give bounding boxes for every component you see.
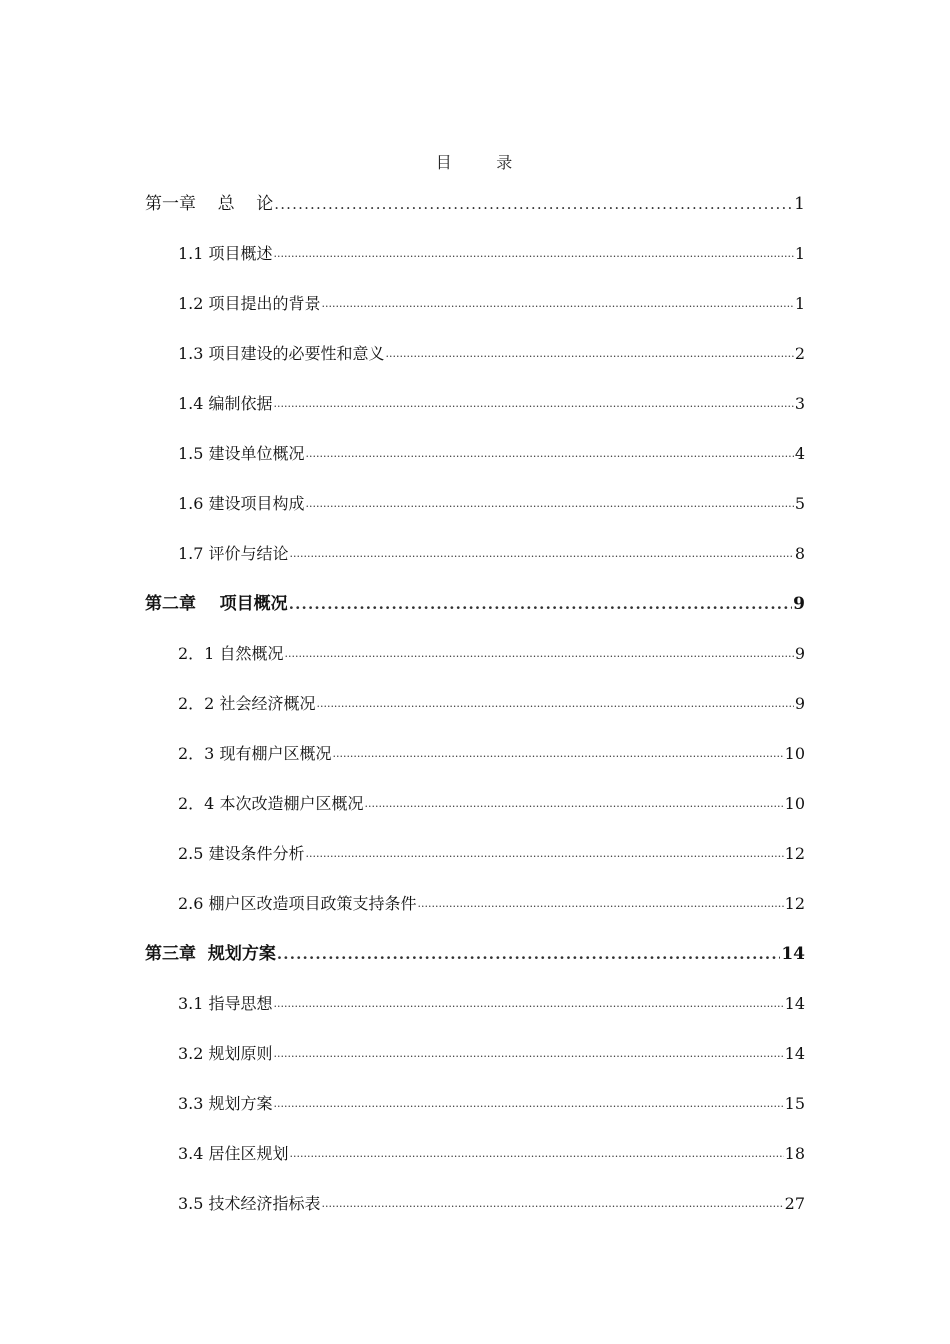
toc-entry-section-1-5[interactable] xyxy=(178,436,805,464)
toc-entry-label: 1.1 项目概述 xyxy=(178,244,273,263)
toc-entry-label: 1.2 项目提出的背景 xyxy=(178,294,321,313)
toc-entry-page: 14 xyxy=(781,944,805,964)
toc-entry-label: 3.1 指导思想 xyxy=(178,994,273,1013)
toc-entry-page: 1 xyxy=(794,294,805,313)
toc-entry-section-1-4[interactable] xyxy=(178,386,805,414)
toc-entry-section-3-3[interactable] xyxy=(178,1086,805,1114)
toc-entry-page: 10 xyxy=(784,744,805,763)
toc-entry-chapter-1[interactable] xyxy=(145,186,805,214)
toc-entry-section-3-2[interactable] xyxy=(178,1036,805,1064)
toc-entry-chapter-2[interactable] xyxy=(145,586,805,614)
toc-entry-page: 14 xyxy=(784,1044,805,1063)
toc-entry-label: 1.6 建设项目构成 xyxy=(178,494,305,513)
toc-entry-page: 10 xyxy=(784,794,805,813)
toc-leader-dots xyxy=(316,692,793,714)
toc-leader-dots xyxy=(290,1142,784,1164)
toc-entry-section-1-3[interactable] xyxy=(178,336,805,364)
toc-leader-dots xyxy=(274,242,794,264)
toc-leader-dots xyxy=(322,1192,784,1214)
toc-entry-section-2-6[interactable] xyxy=(178,886,805,914)
toc-entry-label: 3.3 规划方案 xyxy=(178,1094,273,1113)
toc-entry-label: 2．2 社会经济概况 xyxy=(178,694,316,713)
toc-entry-page: 27 xyxy=(784,1194,805,1213)
toc-entry-label: 1.3 项目建设的必要性和意义 xyxy=(178,344,385,363)
toc-entry-page: 1 xyxy=(794,244,805,263)
toc-entry-section-3-1[interactable] xyxy=(178,986,805,1014)
toc-entry-page: 9 xyxy=(794,694,805,713)
toc-entry-label: 第三章 规划方案 xyxy=(145,944,276,964)
toc-leader-dots xyxy=(332,742,783,764)
toc-entry-section-2-5[interactable] xyxy=(178,836,805,864)
toc-entry-page: 2 xyxy=(794,344,805,363)
toc-leader-dots xyxy=(289,594,792,614)
toc-entry-page: 14 xyxy=(784,994,805,1013)
toc-leader-dots xyxy=(290,542,794,564)
toc-entry-section-1-7[interactable] xyxy=(178,536,805,564)
toc-entry-label: 2．3 现有棚户区概况 xyxy=(178,744,332,763)
toc-entry-page: 9 xyxy=(794,644,805,663)
toc-entry-section-3-5[interactable] xyxy=(178,1186,805,1214)
toc-entry-section-1-1[interactable] xyxy=(178,236,805,264)
toc-entry-label: 3.2 规划原则 xyxy=(178,1044,273,1063)
toc-entry-page: 4 xyxy=(794,444,805,463)
toc-entry-label: 1.7 评价与结论 xyxy=(178,544,289,563)
toc-leader-dots xyxy=(306,842,784,864)
toc-entry-label: 1.4 编制依据 xyxy=(178,394,273,413)
toc-leader-dots xyxy=(364,792,783,814)
toc-entry-page: 5 xyxy=(794,494,805,513)
toc-entry-page: 9 xyxy=(793,594,805,614)
toc-leader-dots xyxy=(418,892,784,914)
toc-entry-chapter-3[interactable] xyxy=(145,936,805,964)
toc-leader-dots xyxy=(274,992,784,1014)
toc-leader-dots xyxy=(277,944,780,964)
toc-leader-dots xyxy=(274,194,793,214)
toc-entry-label: 2．4 本次改造棚户区概况 xyxy=(178,794,364,813)
toc-entry-page: 15 xyxy=(784,1094,805,1113)
toc-leader-dots xyxy=(322,292,794,314)
toc-entry-label: 第一章 总 论 xyxy=(145,194,274,214)
toc-entry-page: 18 xyxy=(784,1144,805,1163)
toc-leader-dots xyxy=(274,392,794,414)
toc-title xyxy=(0,150,950,173)
toc-entry-label: 2.5 建设条件分析 xyxy=(178,844,305,863)
toc-leader-dots xyxy=(274,1092,784,1114)
toc-entry-section-3-4[interactable] xyxy=(178,1136,805,1164)
toc-entry-page: 12 xyxy=(784,894,805,913)
toc-entry-section-1-6[interactable] xyxy=(178,486,805,514)
toc-entry-page: 1 xyxy=(794,194,805,214)
toc-entry-section-2-1[interactable] xyxy=(178,636,805,664)
toc-entry-page: 12 xyxy=(784,844,805,863)
toc-entry-label: 2.6 棚户区改造项目政策支持条件 xyxy=(178,894,417,913)
toc-entry-label: 2．1 自然概况 xyxy=(178,644,284,663)
toc-entry-section-1-2[interactable] xyxy=(178,286,805,314)
toc-leader-dots xyxy=(306,492,794,514)
toc-entry-page: 3 xyxy=(794,394,805,413)
toc-entry-label: 3.5 技术经济指标表 xyxy=(178,1194,321,1213)
toc-entry-label: 1.5 建设单位概况 xyxy=(178,444,305,463)
toc-entry-section-2-2[interactable] xyxy=(178,686,805,714)
toc-title-text: 目 录 xyxy=(435,153,515,172)
toc-leader-dots xyxy=(284,642,793,664)
toc-entry-page: 8 xyxy=(794,544,805,563)
toc-entry-section-2-4[interactable] xyxy=(178,786,805,814)
toc-leader-dots xyxy=(306,442,794,464)
toc-leader-dots xyxy=(386,342,794,364)
toc-leader-dots xyxy=(274,1042,784,1064)
toc-entry-section-2-3[interactable] xyxy=(178,736,805,764)
toc-entry-label: 3.4 居住区规划 xyxy=(178,1144,289,1163)
toc-entry-label: 第二章 项目概况 xyxy=(145,594,288,614)
